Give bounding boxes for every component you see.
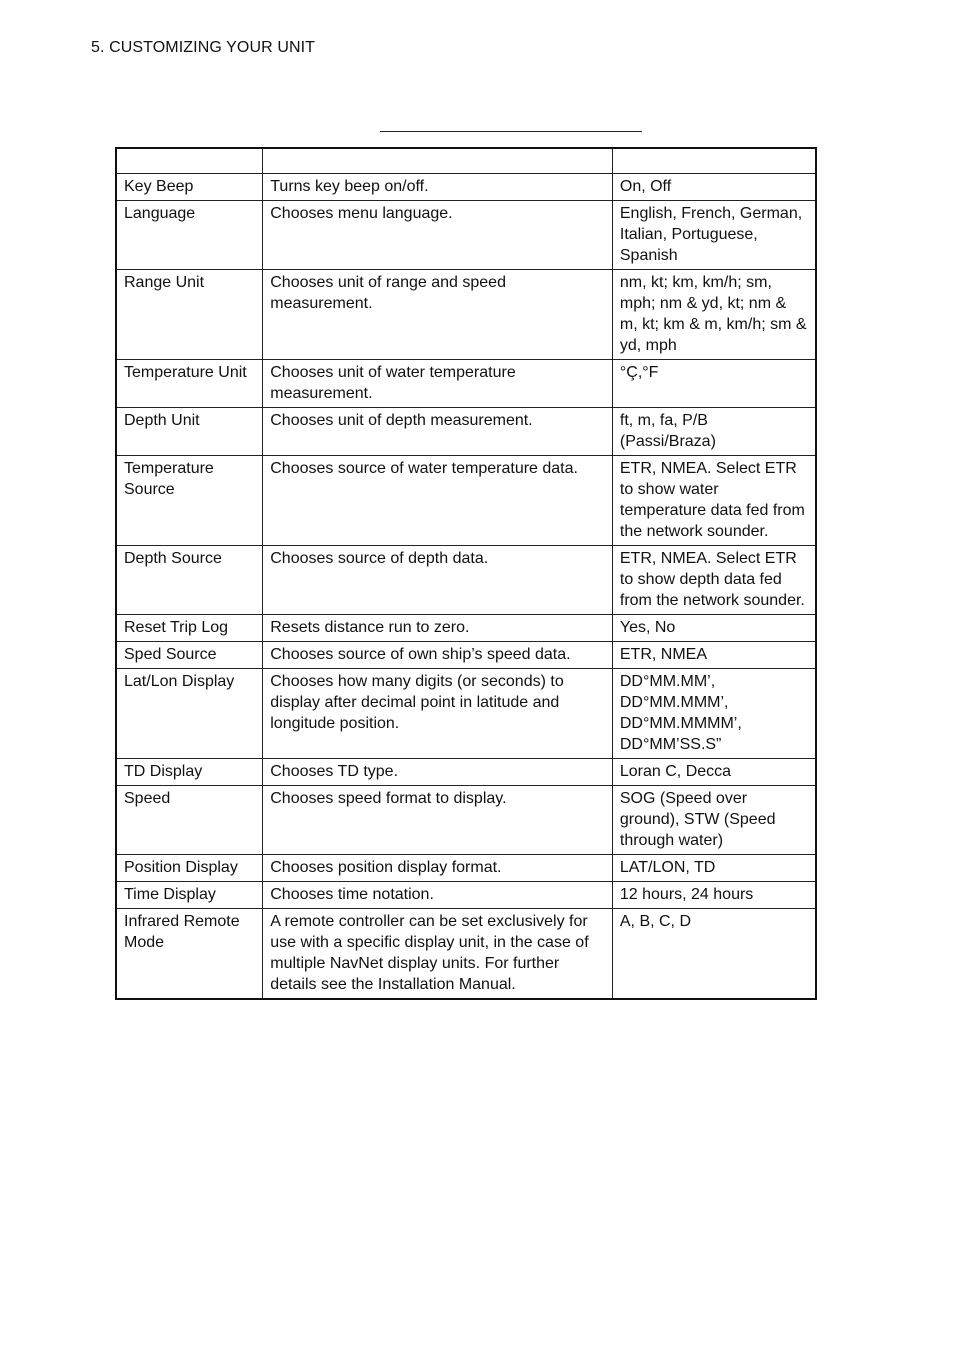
table-row (116, 759, 816, 786)
table-row (116, 642, 816, 669)
table-header-row (116, 148, 816, 174)
table-cell-description: Chooses menu language. (263, 201, 613, 270)
table-row (116, 615, 816, 642)
table-cell-description: Chooses source of depth data. (263, 546, 613, 615)
table-cell-description: Turns key beep on/off. (263, 174, 613, 201)
table-cell-options: 12 hours, 24 hours (612, 882, 816, 909)
table-cell-options: nm, kt; km, km/h; sm, mph; nm & yd, kt; nm & m, kt; km & m, km/h; sm & yd, mph (612, 270, 816, 360)
table-cell-description: Chooses unit of range and speed measurement. (263, 270, 613, 360)
table-row (116, 786, 816, 855)
table-cell-description: A remote controller can be set exclusively for use with a specific display unit, in the case of multiple NavNet display units. For further details see the Installation Manual. (263, 909, 613, 1000)
table-row (116, 456, 816, 546)
table-cell-options: On, Off (612, 174, 816, 201)
header-cell-options (612, 148, 816, 174)
table-cell-description: Chooses source of own ship’s speed data. (263, 642, 613, 669)
table-cell-options: Yes, No (612, 615, 816, 642)
table-cell-menu-item: Language (116, 201, 263, 270)
table-cell-menu-item: Infrared Remote Mode (116, 909, 263, 1000)
settings-table (115, 147, 817, 1000)
table-cell-description: Resets distance run to zero. (263, 615, 613, 642)
table-cell-menu-item: Speed (116, 786, 263, 855)
table-cell-description: Chooses how many digits (or seconds) to display after decimal point in latitude and longitude position. (263, 669, 613, 759)
table-row (116, 201, 816, 270)
table-cell-menu-item: Depth Source (116, 546, 263, 615)
table-cell-menu-item: Temperature Source (116, 456, 263, 546)
table-body (116, 174, 816, 1000)
table-cell-description: Chooses position display format. (263, 855, 613, 882)
table-cell-menu-item: Sped Source (116, 642, 263, 669)
table-cell-options: Loran C, Decca (612, 759, 816, 786)
table-cell-options: °Ç,°F (612, 360, 816, 408)
header-cell-menu-item (116, 148, 263, 174)
table-cell-menu-item: Reset Trip Log (116, 615, 263, 642)
table-cell-options: SOG (Speed over ground), STW (Speed through water) (612, 786, 816, 855)
table-cell-options: ETR, NMEA. Select ETR to show depth data fed from the network sounder. (612, 546, 816, 615)
table-cell-description: Chooses unit of water temperature measurement. (263, 360, 613, 408)
table-cell-description: Chooses time notation. (263, 882, 613, 909)
table-cell-description: Chooses unit of depth measurement. (263, 408, 613, 456)
table-cell-menu-item: Depth Unit (116, 408, 263, 456)
table-cell-options: ft, m, fa, P/B (Passi/Braza) (612, 408, 816, 456)
table-row (116, 270, 816, 360)
table-row (116, 855, 816, 882)
table-cell-menu-item: Lat/Lon Display (116, 669, 263, 759)
table-row (116, 546, 816, 615)
table-cell-menu-item: Position Display (116, 855, 263, 882)
title-underline (380, 131, 642, 132)
table-row (116, 360, 816, 408)
table-cell-options: LAT/LON, TD (612, 855, 816, 882)
table-cell-menu-item: Time Display (116, 882, 263, 909)
table-cell-menu-item: Range Unit (116, 270, 263, 360)
table-row (116, 909, 816, 1000)
table-row (116, 882, 816, 909)
table-cell-options: ETR, NMEA. Select ETR to show water temperature data fed from the network sounder. (612, 456, 816, 546)
table-cell-description: Chooses speed format to display. (263, 786, 613, 855)
table-cell-menu-item: Key Beep (116, 174, 263, 201)
table-cell-description: Chooses source of water temperature data. (263, 456, 613, 546)
table-cell-menu-item: Temperature Unit (116, 360, 263, 408)
table-cell-description: Chooses TD type. (263, 759, 613, 786)
table-cell-options: DD°MM.MM’, DD°MM.MMM’, DD°MM.MMMM’, DD°MM’SS.S” (612, 669, 816, 759)
header-cell-description (263, 148, 613, 174)
table-row (116, 669, 816, 759)
table-row (116, 174, 816, 201)
running-header: 5. CUSTOMIZING YOUR UNIT (91, 39, 316, 56)
table-cell-options: English, French, German, Italian, Portuguese, Spanish (612, 201, 816, 270)
table-cell-menu-item: TD Display (116, 759, 263, 786)
table-cell-options: ETR, NMEA (612, 642, 816, 669)
table-cell-options: A, B, C, D (612, 909, 816, 1000)
table-row (116, 408, 816, 456)
